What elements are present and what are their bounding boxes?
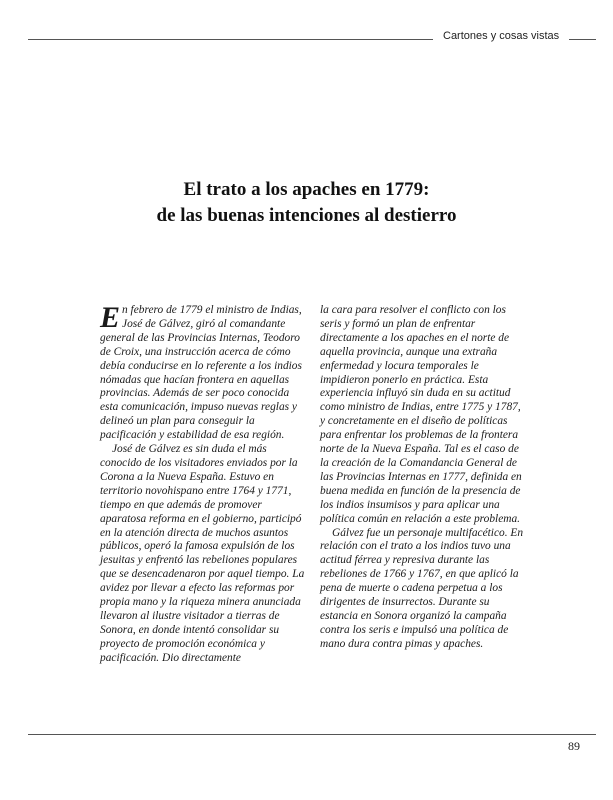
page-number: 89 xyxy=(568,739,580,753)
paragraph-4: Gálvez fue un personaje multifacético. En relación con el trato a los indios tuvo una actitud férrea y represiva durante las rebeliones de 1766 y 1767, en que aplicó la pena de muerte o cadena perpetua a los dirigentes de insurrectos. Durante su estancia en Sonora organizó la campaña contra los seris e impulsó una política de mano dura contra pimas y apaches. xyxy=(320,526,524,650)
article-title xyxy=(0,177,613,229)
paragraph-1-text: n febrero de 1779 el ministro de Indias, José de Gálvez, giró al comandante general de las Provincias Internas, Teodoro de Croix, una instrucción acerca de cómo debía conducirse en lo referente a los indios nómadas que hacían frontera en aquellas provincias. Además de ser poco conocida esta comunicación, impuso nuevas reglas y delineó un plan para conseguir la pacificación y estabilidad de esa región. xyxy=(100,304,302,442)
header-rule-right xyxy=(569,39,596,40)
body-column-right xyxy=(320,304,528,652)
drop-cap: E xyxy=(100,301,121,334)
running-header xyxy=(28,30,596,50)
body-column-left xyxy=(100,301,305,666)
article-title-line-2: de las buenas intenciones al destierro xyxy=(156,205,457,226)
paragraph-3: la cara para resolver el conflicto con los seris y formó un plan de enfrentar directamente a los apaches en el norte de aquella provincia, aunque una extraña enfermedad y locura temporales le impidieron ponerlo en práctica. Esta experiencia influyó sin duda en su actitud como ministro de Indias, entre 1775 y 1787, y concretamente en el diseño de políticas para enfrentar los problemas de la frontera norte de la Nueva España. Tal es el caso de la creación de la Comandancia General de las Provincias Internas en 1777, definida en buena medida en función de la presencia de los indios insumisos y para aplicar una política común en relación a este problema. xyxy=(320,304,522,525)
header-rule-left xyxy=(28,39,433,40)
footer-rule xyxy=(28,734,596,735)
article-title-line-1: El trato a los apaches en 1779: xyxy=(183,179,430,200)
paragraph-2: José de Gálvez es sin duda el más conocido de los visitadores enviados por la Corona a la Nueva España. Estuvo en territorio novohispano entre 1764 y 1771, tiempo en que además de promover aparatosa reforma en el gobierno, participó en la atención directa de muchos asuntos públicos, operó la famosa expulsión de los jesuitas y enfrentó las rebeliones populares que se desencadenaron por aquel tiempo. La avidez por llevar a efecto las reformas por propia mano y la riqueza minera anunciada llevaron al ilustre visitador a tierras de Sonora, en donde intentó consolidar su proyecto de promoción económica y pacificación. Dio directamente xyxy=(100,443,305,664)
paragraph-1 xyxy=(100,301,305,443)
header-section-title: Cartones y cosas vistas xyxy=(443,30,560,42)
